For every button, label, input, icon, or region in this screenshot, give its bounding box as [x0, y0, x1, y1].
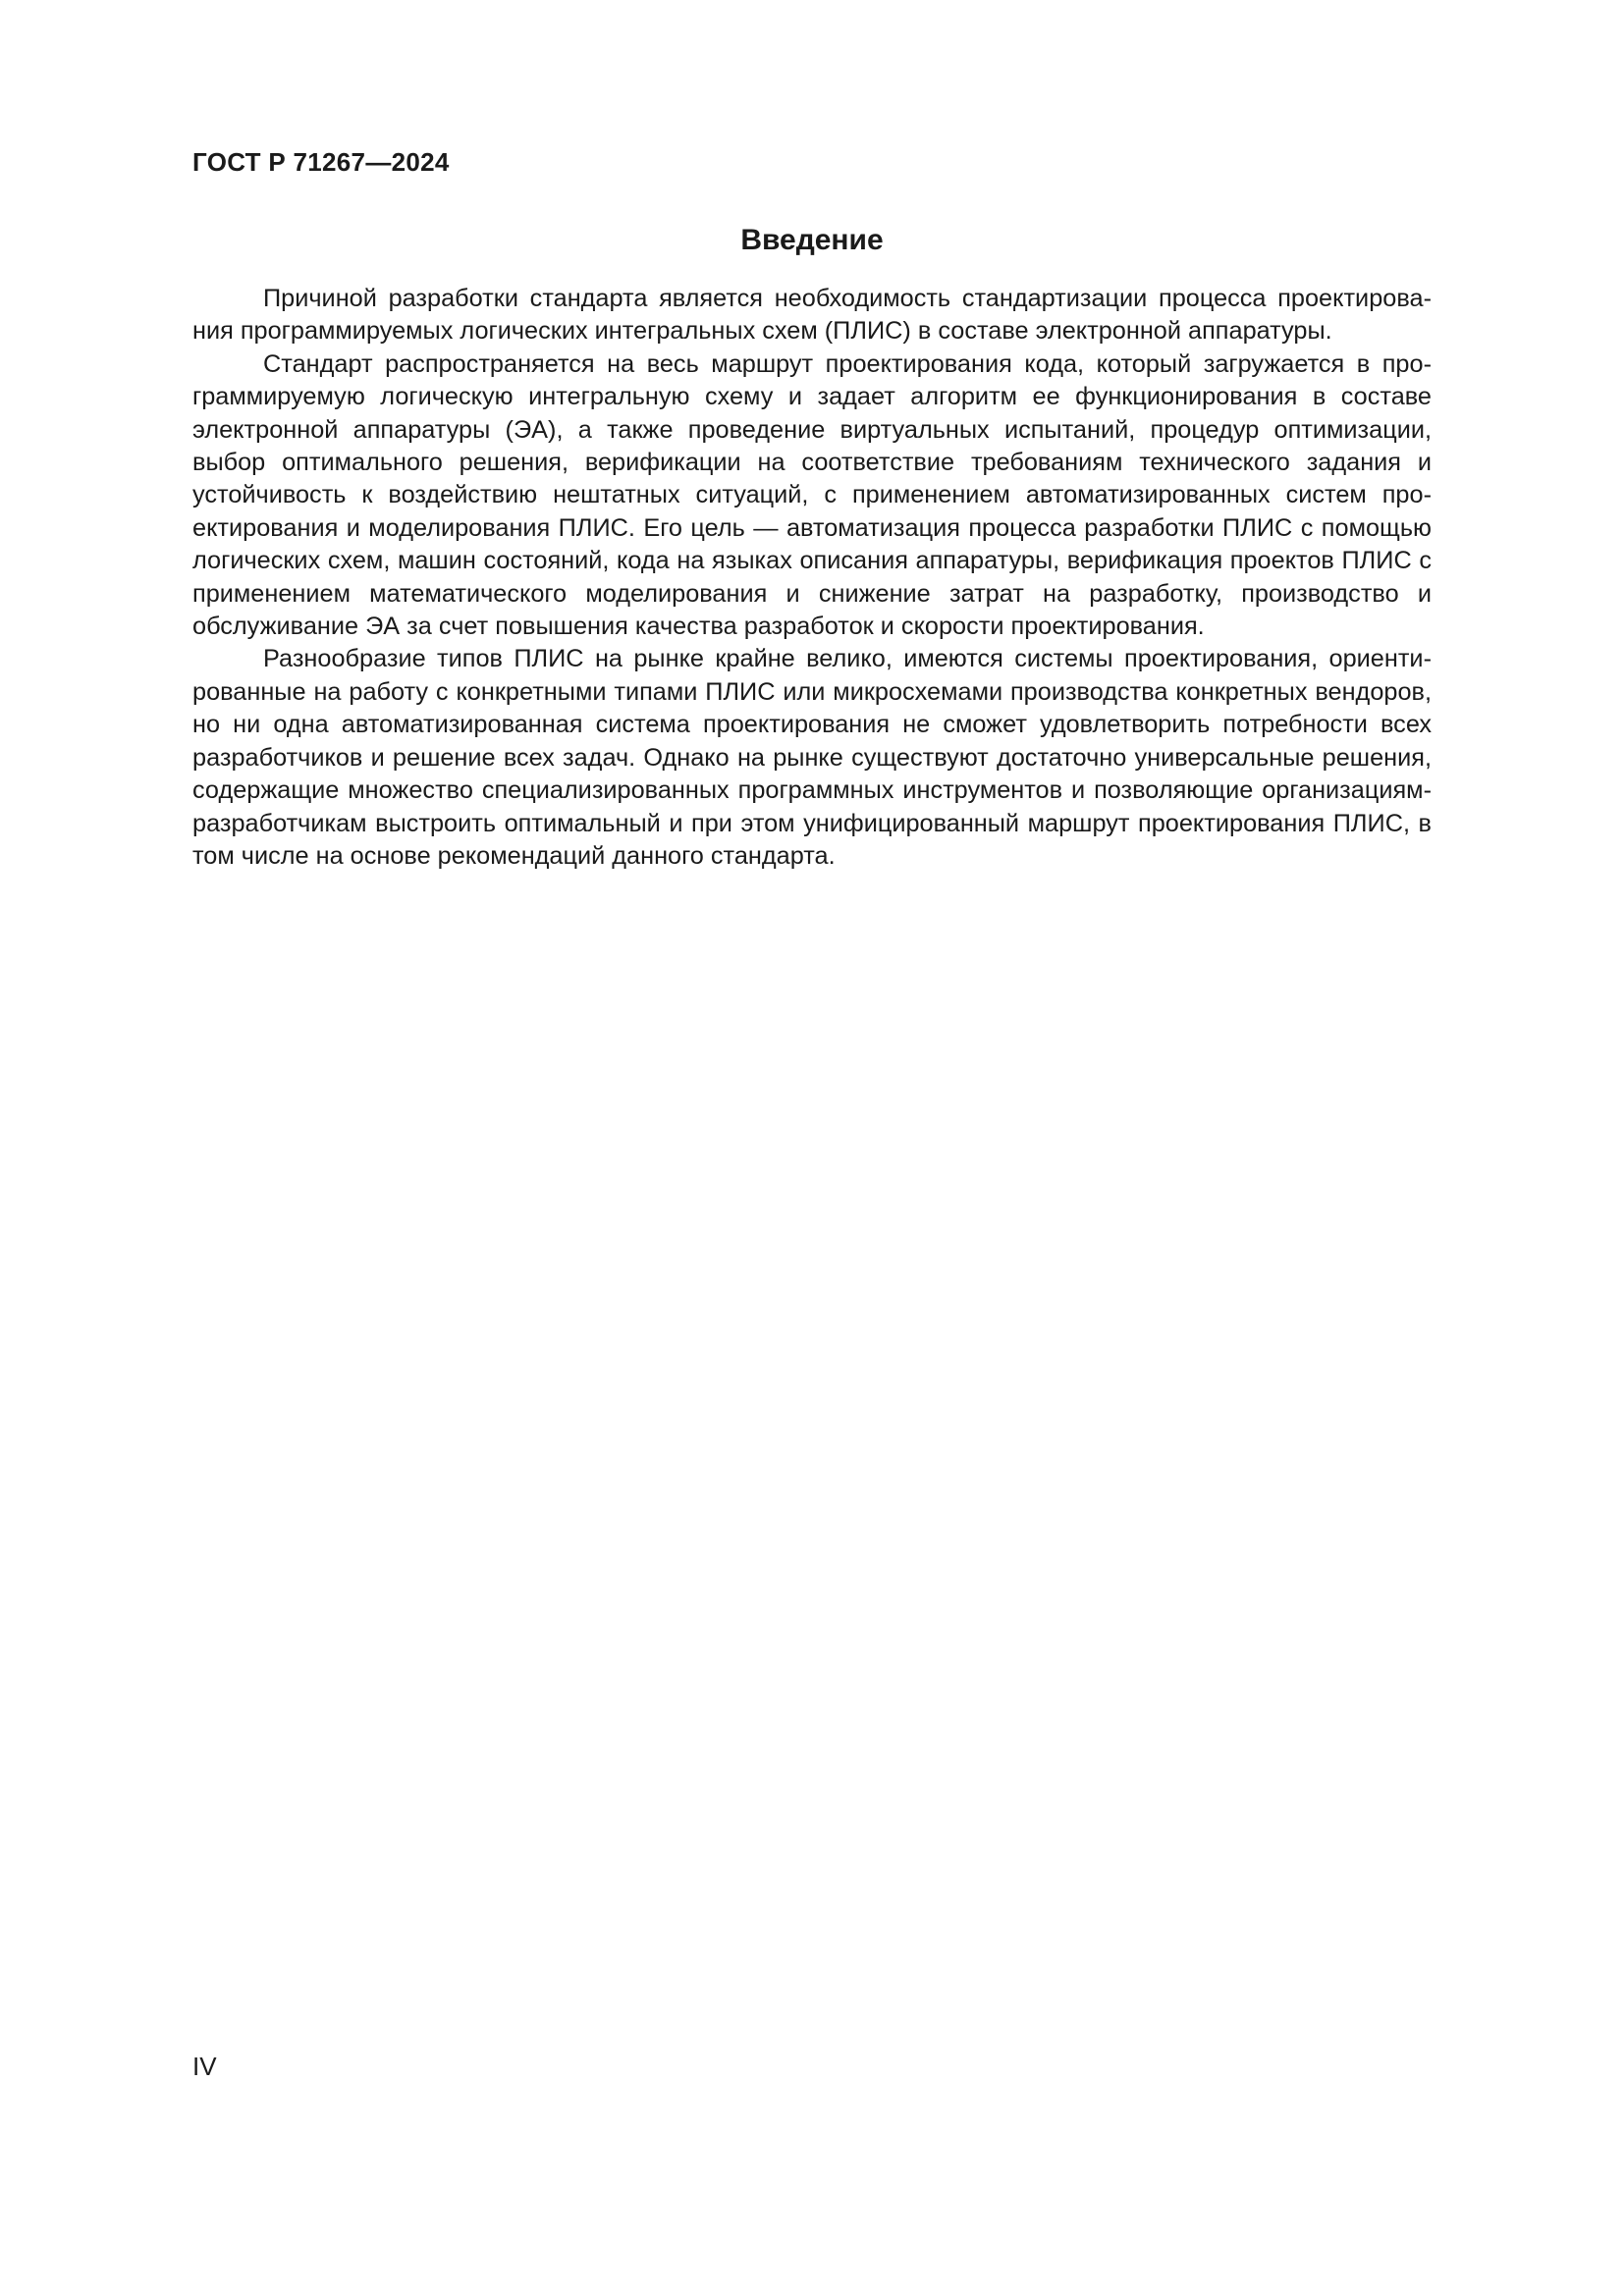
paragraph-purpose: Причиной разработки стандарта является необходимость стандартизации процесса проектирования программируемых логических интегральных схем (ПЛИС) в составе электронной аппаратуры.	[192, 285, 1432, 346]
standard-identifier: ГОСТ Р 71267—2024	[192, 147, 450, 177]
paragraph-scope: Стандарт распространяется на весь маршрут проектирования кода, который загружается в программируемую логическую интегральную схему и задает алгоритм ее функционирования в составе электронной аппаратуры (ЭА), а также проведение виртуальных испытаний, процедур оптимизации, выбор оптимального решения, верификации на соответствие требованиям технического задания и устойчивость к воздействию нештатных ситуаций, с применением автоматизированных систем проектирования и моделирования ПЛИС. Его цель — автоматизация процесса разработки ПЛИС с помощью логических схем, машин состояний, кода на языках описания аппаратуры, верификация проектов ПЛИС с применением математического моделирования и снижение затрат на разработку, производство и обслуживание ЭА за счет повышения качества разработок и скорости проектирования.	[192, 349, 1432, 641]
paragraph-diversity: Разнообразие типов ПЛИС на рынке крайне велико, имеются системы проектирования, ориентированные на работу с конкретными типами ПЛИС или микросхемами производства конкретных вендоров, но ни одна автоматизированная система проектирования не сможет удовлетворить потребности всех разработчиков и решение всех задач. Однако на рынке существуют достаточно универсальные решения, содержащие множество специализированных программных инструментов и позволяющие организациям-разработчикам выстроить оптимальный и при этом унифицированный маршрут проектирования ПЛИС, в том числе на основе рекомендаций данного стандарта.	[192, 645, 1432, 870]
body-text	[192, 283, 1432, 873]
page-number: IV	[192, 2052, 217, 2081]
section-title: Введение	[740, 224, 884, 256]
